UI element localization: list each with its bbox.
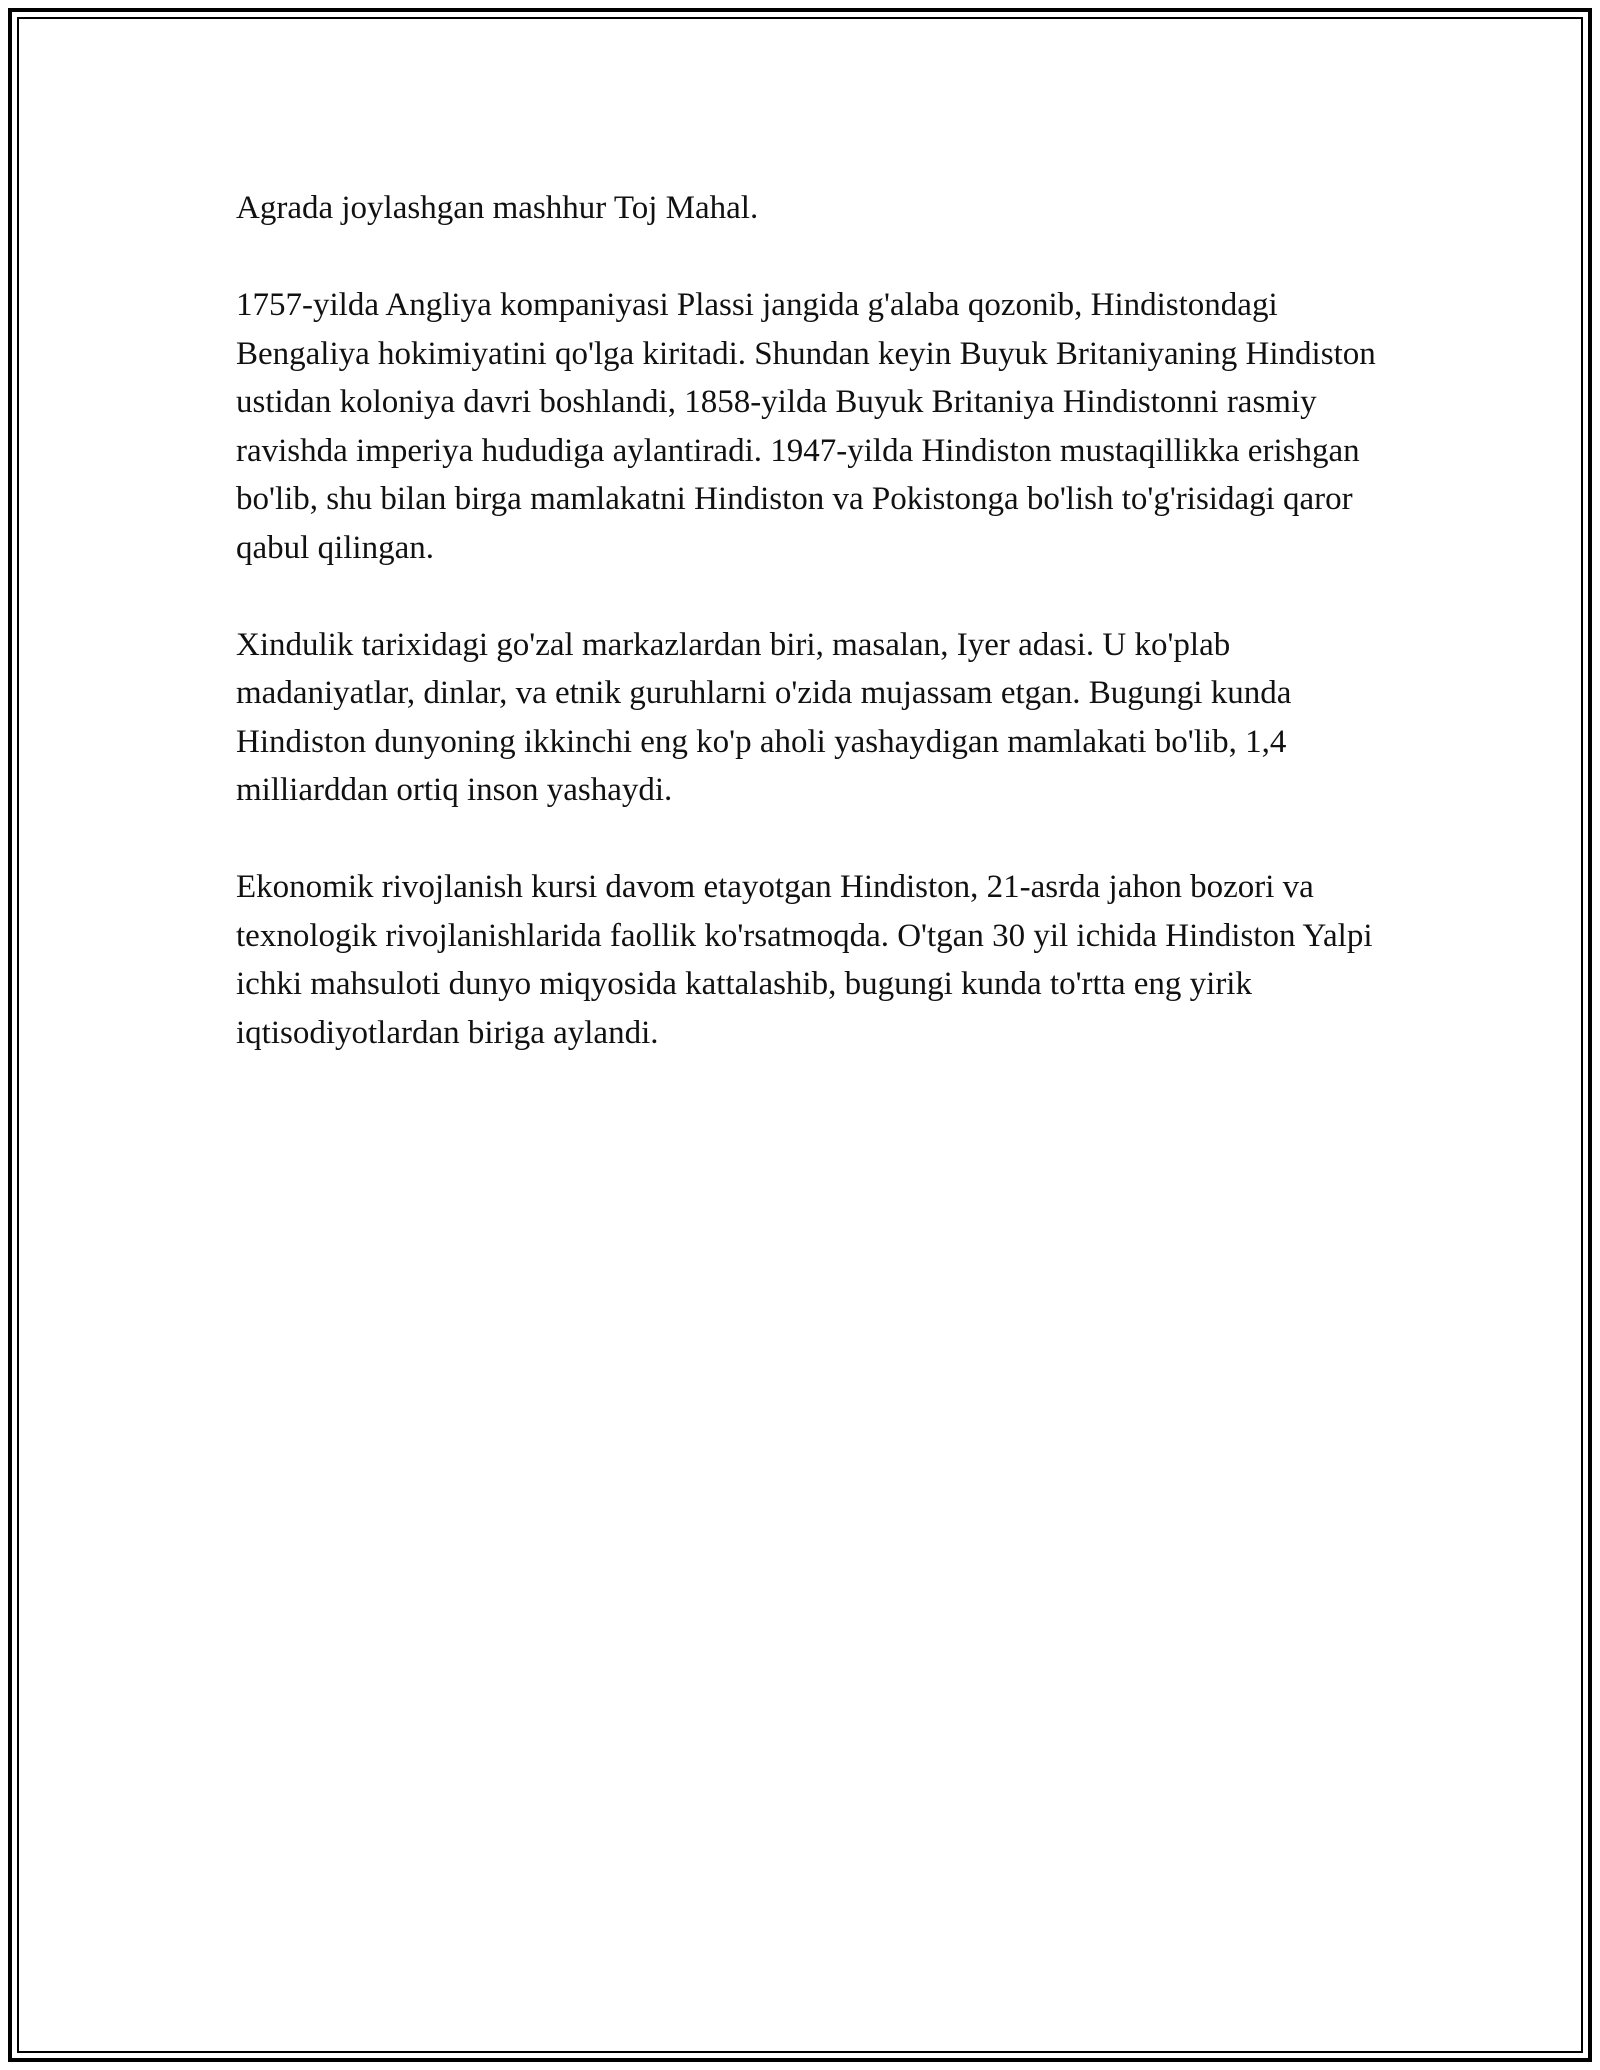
paragraph-caption: Agrada joylashgan mashhur Toj Mahal. [236, 190, 759, 226]
paragraph-culture-population: Xindulik tarixidagi go'zal markazlardan biri, masalan, Iyer adasi. U ko'plab madaniyatlar, dinlar, va etnik guruhlarni o'zida mujassam etgan. Bugungi kunda Hindiston dunyoning ikkinchi eng ko'p aholi yashaydigan mamlakati bo'lib, 1,4 milliarddan ortiq inson yashaydi. [236, 626, 1292, 808]
paragraph-colonial-history: 1757-yilda Angliya kompaniyasi Plassi jangida g'alaba qozonib, Hindistondagi Bengaliya hokimiyatini qo'lga kiritadi. Shundan keyin Buyuk Britaniyaning Hindiston ustidan koloniya davri boshlandi, 1858-yilda Buyuk Britaniya Hindistonni rasmiy ravishda imperiya hududiga aylantiradi. 1947-yilda Hindiston mustaqillikka erishgan bo'lib, shu bilan birga mamlakatni Hindiston va Pokistonga bo'lish to'g'risidagi qaror qabul qilingan. [236, 287, 1376, 566]
document-body [236, 184, 1386, 1106]
paragraph-economy: Ekonomik rivojlanish kursi davom etayotgan Hindiston, 21-asrda jahon bozori va texnologik rivojlanishlarida faollik ko'rsatmoqda. O'tgan 30 yil ichida Hindiston Yalpi ichki mahsuloti dunyo miqyosida kattalashib, bugungi kunda to'rtta eng yirik iqtisodiyotlardan biriga aylandi. [236, 869, 1373, 1051]
